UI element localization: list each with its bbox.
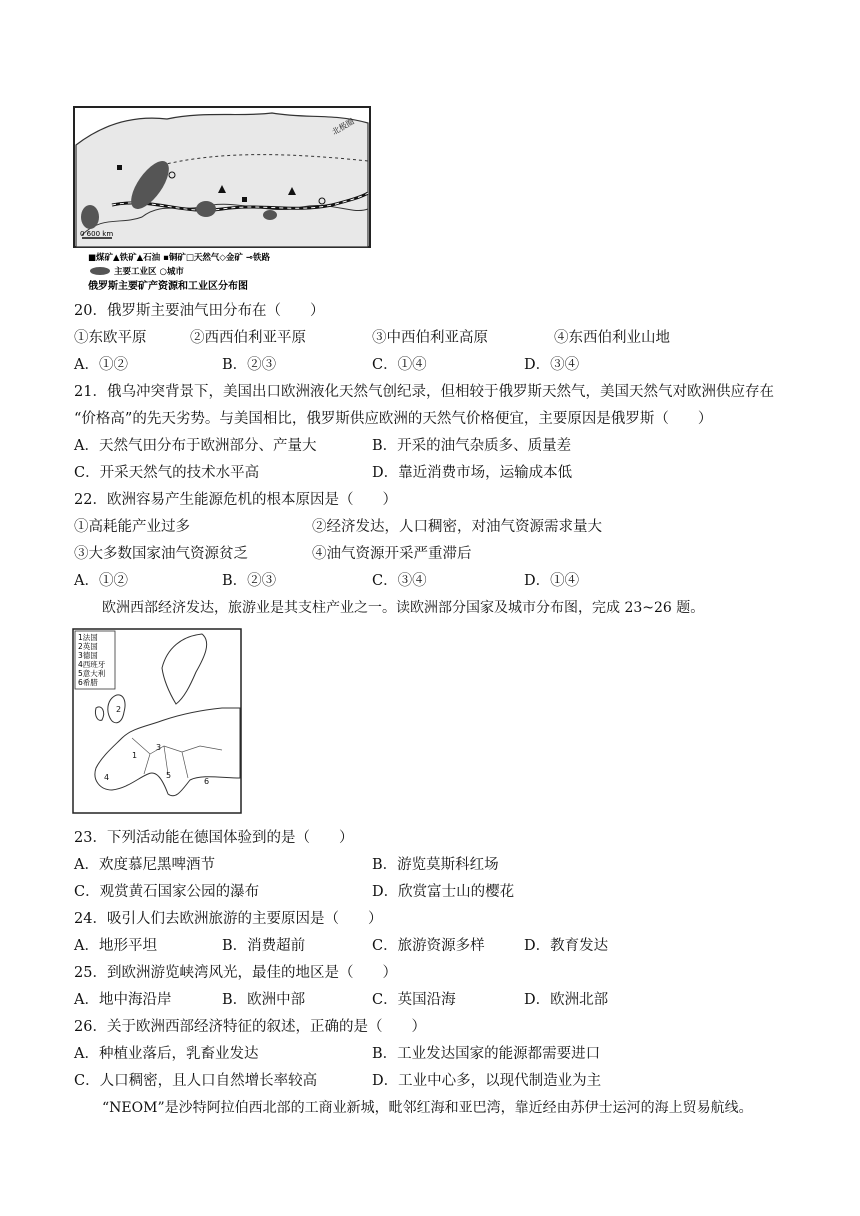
q25-option-d[interactable]: D．欧洲北部 [524, 992, 609, 1008]
q26-option-d[interactable]: D．工业中心多，以现代制造业为主 [372, 1073, 602, 1089]
q26-option-a[interactable]: A．种植业落后，乳畜业发达 [74, 1046, 259, 1062]
q20-option-a[interactable]: A．①② [74, 357, 128, 373]
q22-option-b[interactable]: B．②③ [222, 573, 277, 589]
q25-stem: 25．到欧洲游览峡湾风光，最佳的地区是（ ） [74, 965, 397, 981]
q20-option-c[interactable]: C．①④ [372, 357, 427, 373]
q26-option-b[interactable]: B．工业发达国家的能源都需要进口 [372, 1046, 601, 1062]
svg-text:1: 1 [132, 751, 138, 760]
q23-option-d[interactable]: D．欣赏富士山的樱花 [372, 884, 515, 900]
map1-legend-row: ■煤矿▲铁矿▲石油 ▪铜矿□天然气◇金矿 ⊸铁路 [88, 253, 270, 263]
russia-resource-map [72, 105, 372, 295]
svg-text:3: 3 [156, 743, 162, 752]
q26-stem: 26．关于欧洲西部经济特征的叙述，正确的是（ ） [74, 1019, 426, 1035]
map2-legend-5: 5意大利 [78, 669, 106, 678]
q22-item-1: ①高耗能产业过多 [74, 519, 190, 535]
q24-option-d[interactable]: D．教育发达 [524, 938, 609, 954]
q22-item-3: ③大多数国家油气资源贫乏 [74, 546, 248, 562]
q22-option-c[interactable]: C．③④ [372, 573, 427, 589]
q21-option-d[interactable]: D．靠近消费市场，运输成本低 [372, 465, 573, 481]
svg-text:2: 2 [116, 705, 122, 714]
map2-legend-1: 1法国 [78, 633, 98, 642]
q25-option-a[interactable]: A．地中海沿岸 [74, 992, 172, 1008]
map2-legend-6: 6希腊 [78, 678, 98, 687]
svg-text:4: 4 [104, 773, 110, 782]
q21-stem-line2: “价格高”的先天劣势。与美国相比，俄罗斯供应欧洲的天然气价格便宜，主要原因是俄罗斯（ ） [74, 411, 713, 427]
q22-item-2: ②经济发达，人口稠密，对油气资源需求量大 [312, 519, 602, 535]
q21-stem-line1: 21．俄乌冲突背景下，美国出口欧洲液化天然气创纪录，但相较于俄罗斯天然气，美国天然气对欧洲供应存在 [74, 384, 774, 400]
q21-option-c[interactable]: C．开采天然气的技术水平高 [74, 465, 260, 481]
map2-legend-4: 4西班牙 [78, 660, 106, 669]
q21-option-a[interactable]: A．天然气田分布于欧洲部分、产量大 [74, 438, 317, 454]
russia-map-graphic [72, 105, 372, 295]
q21-option-b[interactable]: B．开采的油气杂质多、质量差 [372, 438, 572, 454]
map2-legend-3: 3德国 [78, 651, 98, 660]
q20-stem: 20．俄罗斯主要油气田分布在（ ） [74, 303, 325, 319]
q20-item-3: ③中西伯利亚高原 [372, 330, 488, 346]
q23-option-a[interactable]: A．欢度慕尼黑啤酒节 [74, 857, 215, 873]
svg-text:6: 6 [204, 777, 210, 786]
arctic-circle-label: 北极圈 [330, 116, 356, 137]
q20-item-4: ④东西伯利业山地 [554, 330, 670, 346]
q24-option-a[interactable]: A．地形平坦 [74, 938, 157, 954]
q24-option-c[interactable]: C．旅游资源多样 [372, 938, 485, 954]
europe-map [72, 628, 242, 814]
q20-option-d[interactable]: D．③④ [524, 357, 580, 373]
europe-map-graphic [72, 628, 242, 814]
map2-legend-2: 2英国 [78, 642, 98, 651]
q26-option-c[interactable]: C．人口稠密，且人口自然增长率较高 [74, 1073, 318, 1089]
intro-23-26: 欧洲西部经济发达，旅游业是其支柱产业之一。读欧洲部分国家及城市分布图，完成 23~26 题。 [102, 600, 705, 616]
q24-option-b[interactable]: B．消费超前 [222, 938, 306, 954]
q20-item-1: ①东欧平原 [74, 330, 147, 346]
map1-legend-row2: 主要工业区 ○城市 [114, 267, 184, 277]
q23-stem: 23．下列活动能在德国体验到的是（ ） [74, 830, 354, 846]
q20-item-2: ②西西伯利亚平原 [190, 330, 306, 346]
q25-option-c[interactable]: C．英国沿海 [372, 992, 456, 1008]
q22-option-a[interactable]: A．①② [74, 573, 128, 589]
q22-option-d[interactable]: D．①④ [524, 573, 580, 589]
q22-stem: 22．欧洲容易产生能源危机的根本原因是（ ） [74, 492, 397, 508]
q25-option-b[interactable]: B．欧洲中部 [222, 992, 306, 1008]
q20-option-b[interactable]: B．②③ [222, 357, 277, 373]
svg-text:5: 5 [166, 771, 172, 780]
scale-label: 0 600 km [80, 230, 114, 238]
intro-neom: “NEOM”是沙特阿拉伯西北部的工商业新城，毗邻红海和亚巴湾，靠近经由苏伊士运河的海上贸易航线。 [102, 1100, 753, 1116]
map1-caption: 俄罗斯主要矿产资源和工业区分布图 [88, 281, 248, 292]
q23-option-b[interactable]: B．游览莫斯科红场 [372, 857, 499, 873]
q23-option-c[interactable]: C．观赏黄石国家公园的瀑布 [74, 884, 260, 900]
q24-stem: 24．吸引人们去欧洲旅游的主要原因是（ ） [74, 911, 383, 927]
q22-item-4: ④油气资源开采严重滞后 [312, 546, 472, 562]
